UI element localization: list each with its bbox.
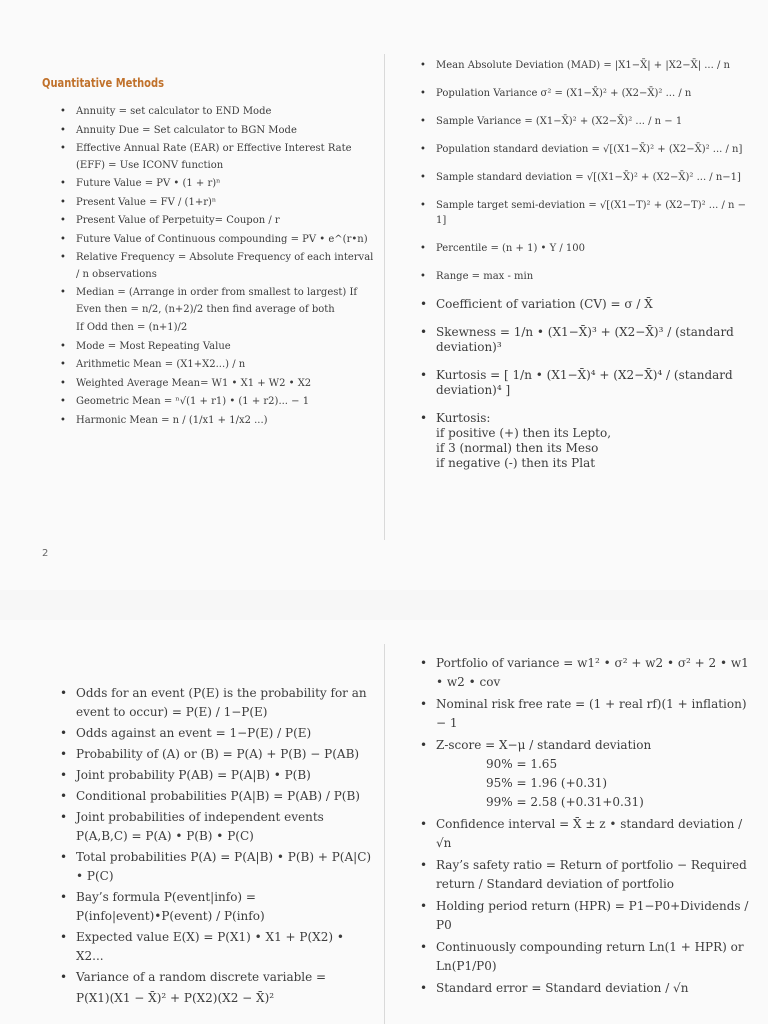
list-item: • Mode = Most Repeating Value <box>58 339 374 356</box>
page-number: 2 <box>42 548 49 559</box>
list-item: • Bay’s formula P(event|info) = P(info|event)•P(event) / P(info) <box>58 888 374 926</box>
list-item: • Joint probability P(AB) = P(A|B) • P(B) <box>58 766 374 785</box>
list-item: • Portfolio of variance = w1² • σ² + w2 • σ² + 2 • w1 • w2 • cov <box>418 654 758 692</box>
column-divider <box>384 644 385 1024</box>
list-item: • Kurtosis = [ 1/n • (X1−X̄)⁴ + (X2−X̄)⁴ / (standard deviation)⁴ ] <box>418 368 758 398</box>
portfolio-formula-list <box>418 654 758 1001</box>
z-value: 95% = 1.96 (+0.31) <box>486 776 608 790</box>
list-item: • Percentile = (n + 1) • Y / 100 <box>418 241 758 256</box>
list-item: • Ray’s safety ratio = Return of portfolio − Required return / Standard deviation of portfolio <box>418 856 758 894</box>
right-formula-list <box>418 58 758 484</box>
list-item: • Median = (Arrange in order from smallest to largest) If Even then = n/2, (n+2)/2 then find average of both <box>58 285 374 318</box>
list-item: • Mean Absolute Deviation (MAD) = |X1−X̄| + |X2−X̄| ... / n <box>418 58 758 73</box>
kurtosis-heading: • Kurtosis: <box>436 411 491 425</box>
list-item: • Sample Variance = (X1−X̄)² + (X2−X̄)² ... / n − 1 <box>418 114 758 129</box>
list-item: • Conditional probabilities P(A|B) = P(AB) / P(B) <box>58 787 374 806</box>
list-item: • Expected value E(X) = P(X1) • X1 + P(X2) • X2... <box>58 928 374 966</box>
list-item: • Confidence interval = X̄ ± z • standard deviation / √n <box>418 815 758 853</box>
list-item: • Harmonic Mean = n / (1/x1 + 1/x2 ...) <box>58 413 374 430</box>
list-item: • Variance of a random discrete variable = <box>58 968 374 987</box>
list-item: • Effective Annual Rate (EAR) or Effective Interest Rate (EFF) = Use ICONV function <box>58 141 374 174</box>
left-formula-list <box>58 104 374 431</box>
page-title: Quantitative Methods <box>42 76 165 90</box>
list-item: • Standard error = Standard deviation / √n <box>418 979 758 998</box>
list-item: • Odds against an event = 1−P(E) / P(E) <box>58 724 374 743</box>
list-item: • Probability of (A) or (B) = P(A) + P(B) − P(AB) <box>58 745 374 764</box>
list-item: If Odd then = (n+1)/2 <box>76 322 188 333</box>
z-score-formula: • Z-score = X−μ / standard deviation <box>436 738 652 752</box>
list-item: • Sample standard deviation = √[(X1−X̄)² + (X2−X̄)² ... / n−1] <box>418 170 758 185</box>
list-item: • Holding period return (HPR) = P1−P0+Dividends / P0 <box>418 897 758 935</box>
list-item: • Population Variance σ² = (X1−X̄)² + (X2−X̄)² ... / n <box>418 86 758 101</box>
list-item: • Arithmetic Mean = (X1+X2...) / n <box>58 357 374 374</box>
list-item: • Sample target semi-deviation = √[(X1−T)² + (X2−T)² ... / n − 1] <box>418 198 758 228</box>
column-divider <box>384 54 385 540</box>
list-item: • Future Value = PV • (1 + r)ⁿ <box>58 176 374 193</box>
kurtosis-note: if negative (-) then its Plat <box>436 456 596 470</box>
list-item: • Coefficient of variation (CV) = σ / X̄ <box>418 297 758 312</box>
list-item <box>418 736 758 812</box>
list-item: • Skewness = 1/n • (X1−X̄)³ + (X2−X̄)³ / (standard deviation)³ <box>418 325 758 355</box>
list-item: • Future Value of Continuous compounding = PV • e^(r•n) <box>58 232 374 249</box>
list-item: • Annuity = set calculator to END Mode <box>58 104 374 121</box>
probability-formula-list <box>58 684 374 1010</box>
list-item: • Weighted Average Mean= W1 • X1 + W2 • X2 <box>58 376 374 393</box>
z-value: 99% = 2.58 (+0.31+0.31) <box>486 795 644 809</box>
list-item: • Continuously compounding return Ln(1 + HPR) or Ln(P1/P0) <box>418 938 758 976</box>
list-item: • Total probabilities P(A) = P(A|B) • P(B) + P(A|C) • P(C) <box>58 848 374 886</box>
list-item: P(X1)(X1 − X̄)² + P(X2)(X2 − X̄)² <box>76 991 275 1005</box>
list-item: • Present Value of Perpetuity= Coupon / r <box>58 213 374 230</box>
list-item: • Joint probabilities of independent events P(A,B,C) = P(A) • P(B) • P(C) <box>58 808 374 846</box>
list-item: • Odds for an event (P(E) is the probability for an event to occur) = P(E) / 1−P(E) <box>58 684 374 722</box>
list-item: • Relative Frequency = Absolute Frequency of each interval / n observations <box>58 250 374 283</box>
list-item <box>418 411 758 471</box>
list-item: • Annuity Due = Set calculator to BGN Mode <box>58 123 374 140</box>
z-value: 90% = 1.65 <box>486 757 558 771</box>
list-item: • Population standard deviation = √[(X1−X̄)² + (X2−X̄)² ... / n] <box>418 142 758 157</box>
kurtosis-note: if 3 (normal) then its Meso <box>436 441 599 455</box>
kurtosis-note: if positive (+) then its Lepto, <box>436 426 612 440</box>
list-item: • Present Value = FV / (1+r)ⁿ <box>58 195 374 212</box>
list-item: • Nominal risk free rate = (1 + real rf)(1 + inflation) − 1 <box>418 695 758 733</box>
list-item: • Range = max - min <box>418 269 758 284</box>
list-item: • Geometric Mean = ⁿ√(1 + r1) • (1 + r2)... − 1 <box>58 394 374 411</box>
